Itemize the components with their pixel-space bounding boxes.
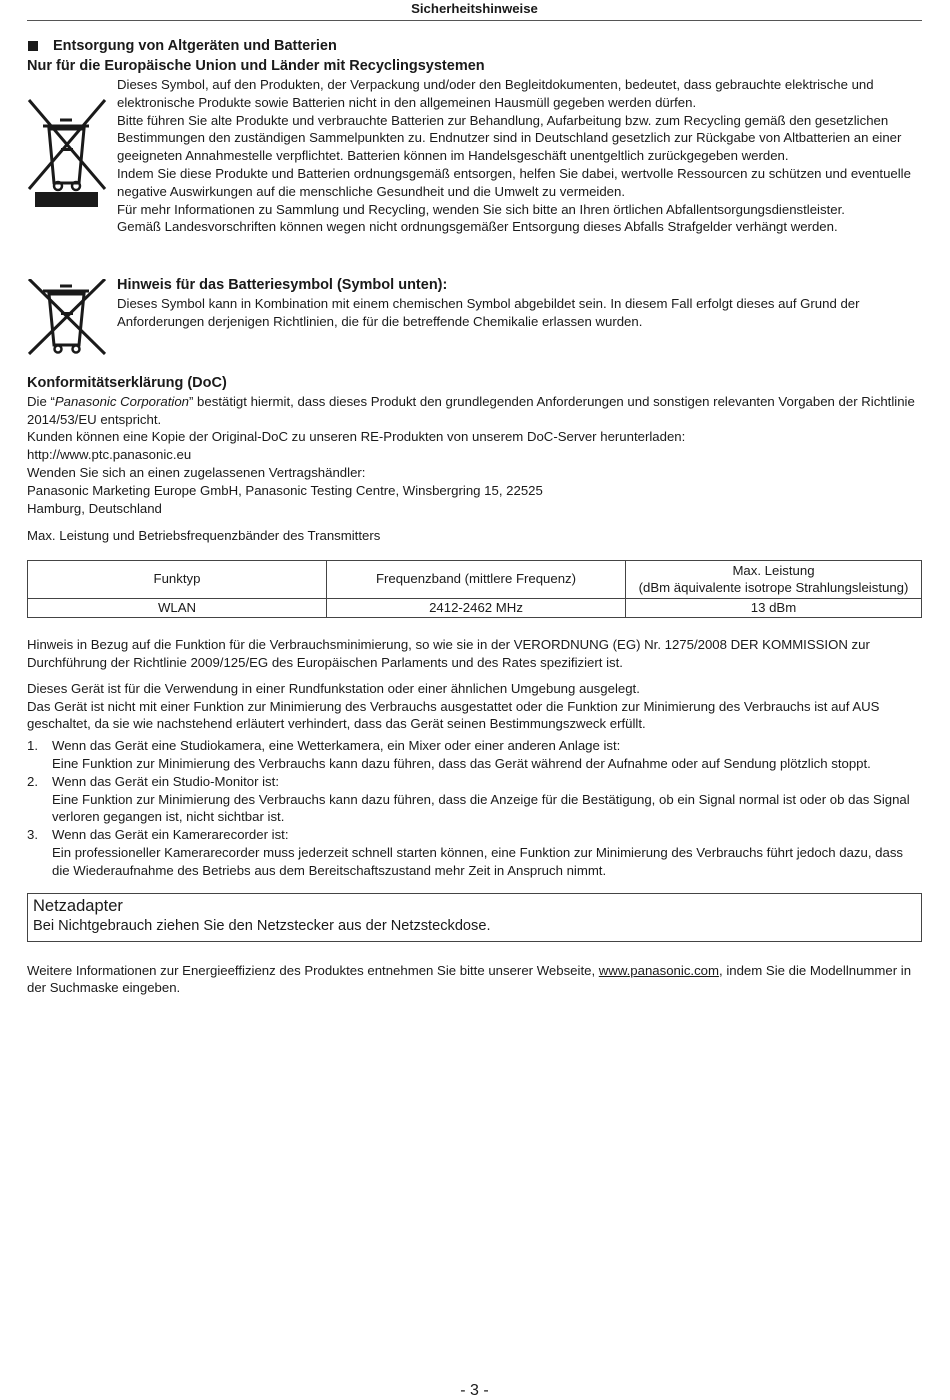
footer-info-suffix: , indem Sie die Modellnummer in der Suchmaske eingeben. bbox=[27, 962, 912, 996]
disposal-paragraph: Gemäß Landesvorschriften können wegen nicht ordnungsgemäßer Entsorgung dieses Abfalls Strafgelder verhängt werden. bbox=[117, 219, 838, 235]
energy-paragraph: Hinweis in Bezug auf die Funktion für die Verbrauchsminimierung, so wie sie in der VERORDNUNG (EG) Nr. 1275/2008 DER KOMMISSION zur Durchführung der Richtlinie 2009/125/EG des Europäischen Parlaments und des Rates spezifiziert ist. bbox=[27, 637, 870, 670]
disposal-text bbox=[117, 76, 922, 236]
doc-url: http://www.ptc.panasonic.eu bbox=[27, 447, 192, 463]
doc-line: Panasonic Marketing Europe GmbH, Panasonic Testing Centre, Winsbergring 15, 22525 bbox=[27, 482, 543, 498]
table-header-power: Max. Leistung bbox=[732, 563, 815, 579]
energy-section bbox=[27, 636, 922, 879]
footer-info bbox=[27, 962, 922, 998]
doc-line: Kunden können eine Kopie der Original-DoC zu unseren RE-Produkten von unserem DoC-Server herunterladen: bbox=[27, 429, 686, 445]
disposal-heading bbox=[27, 36, 922, 56]
adapter-title: Netzadapter bbox=[33, 896, 123, 915]
doc-statement bbox=[27, 393, 922, 429]
list-item bbox=[27, 737, 922, 773]
battery-icon-column bbox=[27, 275, 117, 331]
disposal-section bbox=[27, 36, 922, 236]
doc-line: Hamburg, Deutschland bbox=[27, 500, 162, 516]
disposal-title: Entsorgung von Altgeräten und Batterien bbox=[53, 38, 337, 54]
frequency-table bbox=[27, 560, 922, 618]
black-bar-marker bbox=[35, 192, 98, 207]
square-bullet-icon bbox=[28, 41, 38, 51]
battery-section bbox=[27, 275, 922, 331]
disposal-paragraph: Indem Sie diese Produkte und Batterien ordnungsgemäß entsorgen, helfen Sie dabei, wertvolle Ressourcen zu schützen und eventuelle negative Auswirkungen auf die menschliche Gesundheit und die Umwelt zu vermeiden. bbox=[117, 165, 911, 199]
disposal-body bbox=[27, 76, 922, 236]
page-number: - 3 - bbox=[460, 1382, 489, 1399]
disposal-paragraph: Bitte führen Sie alte Produkte und verbrauchte Batterien zur Behandlung, Aufarbeitung bzw. zum Recycling gemäß den gesetzlichen Bestimmungen den zuständigen Sammelpunkten zu. Endnutzer sind in Deutschland gesetzlich zur Rückgabe von Altbatterien an einer geeigneten Annahmestelle verpflichtet. Batterien können im Handelsgeschäft unentgeltlich zurückgegeben werden. bbox=[117, 112, 902, 164]
list-item-number: 3. bbox=[27, 827, 38, 843]
battery-text bbox=[117, 275, 922, 331]
table-row bbox=[28, 599, 922, 618]
list-item-text: Eine Funktion zur Minimierung des Verbrauchs kann dazu führen, dass die Anzeige für die Bestätigung, ob ein Signal normal ist oder ob das Signal verloren gegangen ist, nicht sichtbar ist. bbox=[52, 791, 910, 825]
list-item-title: Wenn das Gerät ein Studio-Monitor ist: bbox=[52, 773, 279, 789]
page-header-title: Sicherheitshinweise bbox=[27, 0, 922, 21]
table-cell: 2412-2462 MHz bbox=[327, 599, 626, 618]
page bbox=[27, 0, 922, 1399]
adapter-text: Bei Nichtgebrauch ziehen Sie den Netzstecker aus der Netzsteckdose. bbox=[33, 917, 491, 934]
table-header-row bbox=[28, 561, 922, 599]
battery-title: Hinweis für das Batteriesymbol (Symbol unten): bbox=[117, 277, 448, 294]
doc-section bbox=[27, 373, 922, 545]
list-item-title: Wenn das Gerät eine Studiokamera, eine Wetterkamera, ein Mixer oder einer anderen Anlage ist: bbox=[52, 738, 621, 754]
list-item-text: Eine Funktion zur Minimierung des Verbrauchs kann dazu führen, dass das Gerät während der Aufnahme oder auf Sendung plötzlich stoppt. bbox=[52, 755, 871, 771]
list-item-title: Wenn das Gerät ein Kamerarecorder ist: bbox=[52, 827, 289, 843]
energy-list bbox=[27, 737, 922, 879]
list-item-number: 1. bbox=[27, 738, 38, 754]
table-header-cell bbox=[626, 561, 922, 599]
battery-paragraph: Dieses Symbol kann in Kombination mit einem chemischen Symbol abgebildet sein. In diesem Fall erfolgt dieses auf Grund der Anforderungen derjenigen Richtlinien, die für die betreffende Chemikalie erlassen wurden. bbox=[117, 296, 860, 329]
list-item bbox=[27, 826, 922, 879]
adapter-box bbox=[27, 893, 922, 942]
disposal-subtitle: Nur für die Europäische Union und Länder mit Recyclingsystemen bbox=[27, 58, 485, 74]
table-caption: Max. Leistung und Betriebsfrequenzbänder des Transmitters bbox=[27, 528, 381, 544]
doc-company: Panasonic Corporation bbox=[54, 393, 189, 409]
table-cell: WLAN bbox=[28, 599, 327, 618]
table-header-cell: Funktyp bbox=[28, 561, 327, 599]
doc-title: Konformitätserklärung (DoC) bbox=[27, 374, 227, 391]
table-header-power-unit: (dBm äquivalente isotrope Strahlungsleistung) bbox=[638, 579, 909, 595]
doc-statement-prefix: Die “ bbox=[27, 393, 55, 409]
disposal-icon-column bbox=[27, 76, 117, 236]
crossed-bin-icon bbox=[27, 96, 107, 192]
energy-paragraph: Das Gerät ist nicht mit einer Funktion zur Minimierung des Verbrauchs ausgestattet oder die Funktion zur Minimierung des Verbrauchs ist auf AUS geschaltet, da sie wie nachstehend erläutert verhindert, dass das Gerät seinen Bestimmungszweck erfüllt. bbox=[27, 698, 880, 732]
energy-paragraph: Dieses Gerät ist für die Verwendung in einer Rundfunkstation oder einer ähnlichen Umgebung ausgelegt. bbox=[27, 680, 640, 696]
disposal-paragraph: Für mehr Informationen zu Sammlung und Recycling, wenden Sie sich bitte an Ihren örtlichen Abfallentsorgungsdienstleister. bbox=[117, 201, 845, 217]
disposal-paragraph: Dieses Symbol, auf den Produkten, der Verpackung und/oder den Begleitdokumenten, bedeutet, dass gebrauchte elektrische und elektronische Produkte sowie Batterien nicht in den allgemeinen Hausmüll gegeben werden dürfen. bbox=[117, 77, 874, 110]
list-item-number: 2. bbox=[27, 773, 38, 789]
table-header-cell: Frequenzband (mittlere Frequenz) bbox=[327, 561, 626, 599]
doc-statement-suffix: ” bestätigt hiermit, dass dieses Produkt den grundlegenden Anforderungen und sonstigen relevanten Vorgaben der Richtlinie 2014/53/EU entspricht. bbox=[27, 393, 915, 427]
footer-info-prefix: Weitere Informationen zur Energieeffizienz des Produktes entnehmen Sie bitte unserer Webseite, bbox=[27, 962, 599, 978]
doc-line: Wenden Sie sich an einen zugelassenen Vertragshändler: bbox=[27, 464, 366, 480]
list-item-text: Ein professioneller Kamerarecorder muss jederzeit schnell starten können, eine Funktion zur Minimierung des Verbrauchs führt jedoch dazu, dass die Wiederaufnahme des Betriebs aus dem Bereitschaftszustand mehr Zeit in Anspruch nimmt. bbox=[52, 844, 904, 878]
crossed-bin-icon bbox=[27, 279, 107, 355]
website-link[interactable]: www.panasonic.com bbox=[598, 962, 719, 978]
list-item bbox=[27, 773, 922, 826]
table-cell: 13 dBm bbox=[626, 599, 922, 618]
